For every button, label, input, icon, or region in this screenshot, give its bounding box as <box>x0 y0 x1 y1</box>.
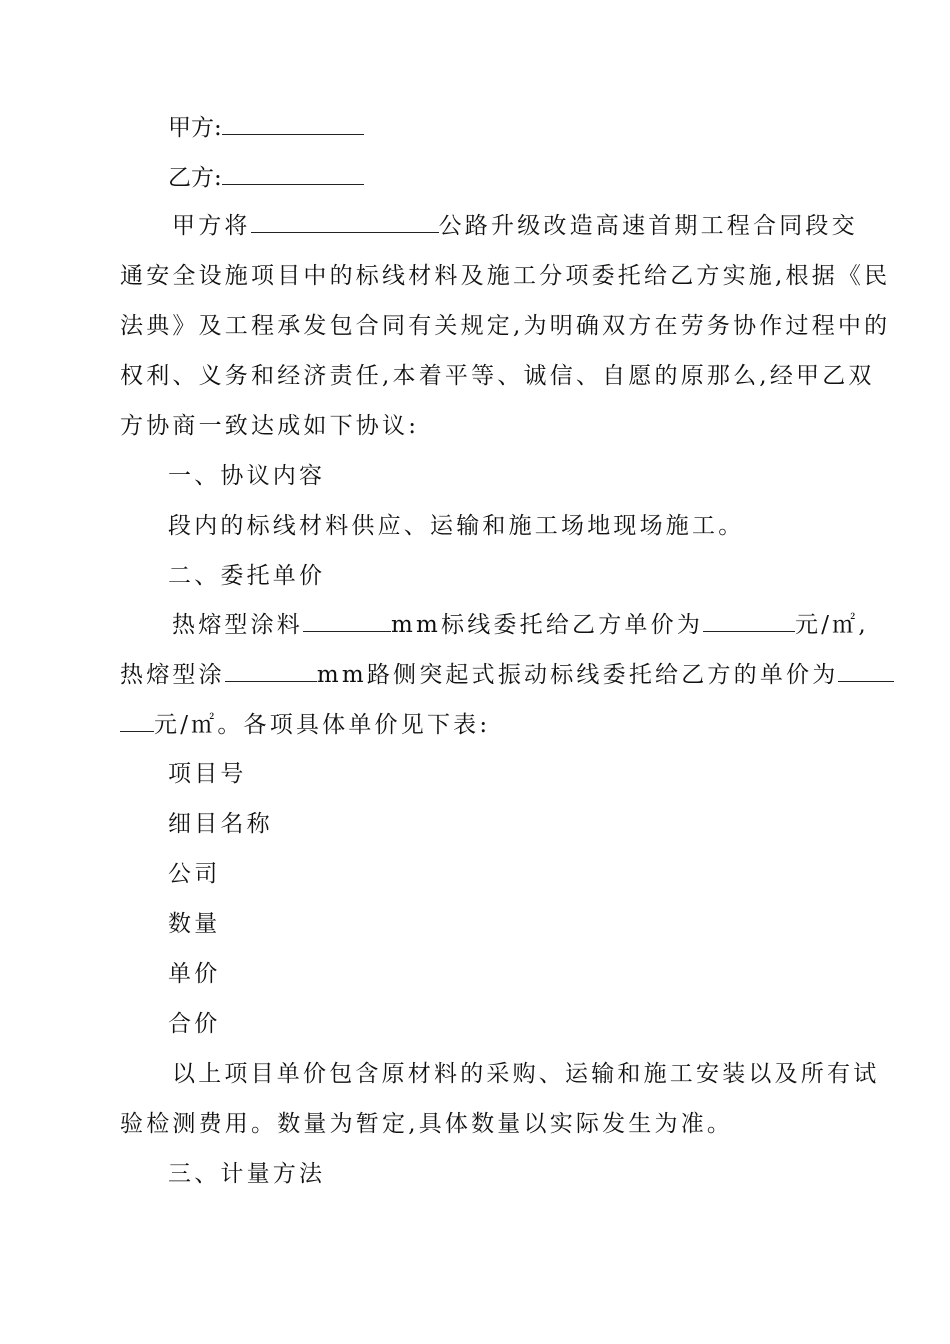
intro-line-2: 通安全设施项目中的标线材料及施工分项委托给乙方实施,根据《民 <box>120 263 891 289</box>
party-a-blank[interactable] <box>222 114 364 135</box>
intro-line-1 <box>172 211 884 241</box>
intro-line-5: 方协商一致达成如下协议: <box>120 413 420 439</box>
party-b-blank[interactable] <box>222 164 364 185</box>
section-3-heading: 三、计量方法 <box>168 1161 326 1187</box>
price-text: mm标线委托给乙方单价为 <box>391 612 704 638</box>
party-b-line <box>168 163 880 193</box>
intro-line-4: 权利、义务和经济责任,本着平等、诚信、自愿的原那么,经甲乙双 <box>120 363 875 389</box>
table-header-total-price: 合价 <box>168 1011 221 1037</box>
price-text: 热熔型涂料 <box>172 612 303 638</box>
table-header-quantity: 数量 <box>168 911 221 937</box>
unit-price-line-1 <box>172 610 884 640</box>
table-header-company: 公司 <box>168 861 221 887</box>
table-header-item-no: 项目号 <box>168 761 247 787</box>
unit-price-blank-2b[interactable] <box>120 711 154 732</box>
party-a-label: 甲方: <box>168 115 222 141</box>
note-line-2: 验检测费用。数量为暂定,具体数量以实际发生为准。 <box>120 1111 734 1137</box>
price-text: mm路侧突起式振动标线委托给乙方的单价为 <box>316 662 839 688</box>
price-text: 元/㎡。各项具体单价见下表: <box>154 712 491 738</box>
intro-text: 甲方将 <box>172 213 251 239</box>
thickness-blank-2[interactable] <box>225 661 317 682</box>
unit-price-line-2 <box>120 660 839 690</box>
note-line-1: 以上项目单价包含原材料的采购、运输和施工安装以及所有试 <box>172 1061 880 1087</box>
project-name-blank[interactable] <box>251 212 439 233</box>
intro-line-3: 法典》及工程承发包合同有关规定,为明确双方在劳务协作过程中的 <box>120 313 891 339</box>
table-header-unit-price: 单价 <box>168 961 221 987</box>
unit-price-blank-1[interactable] <box>703 611 795 632</box>
price-text: 元/㎡, <box>795 612 869 638</box>
section-1-heading: 一、协议内容 <box>168 463 326 489</box>
thickness-blank-1[interactable] <box>303 611 391 632</box>
party-b-label: 乙方: <box>168 165 222 191</box>
table-header-item-name: 细目名称 <box>168 811 273 837</box>
unit-price-line-3 <box>120 710 832 740</box>
party-a-line <box>168 113 880 143</box>
price-text: 热熔型涂 <box>120 662 225 688</box>
unit-price-blank-2a[interactable] <box>838 661 894 682</box>
section-1-body: 段内的标线材料供应、运输和施工场地现场施工。 <box>168 513 745 539</box>
intro-text: 公路升级改造高速首期工程合同段交 <box>438 213 858 239</box>
section-2-heading: 二、委托单价 <box>168 563 326 589</box>
